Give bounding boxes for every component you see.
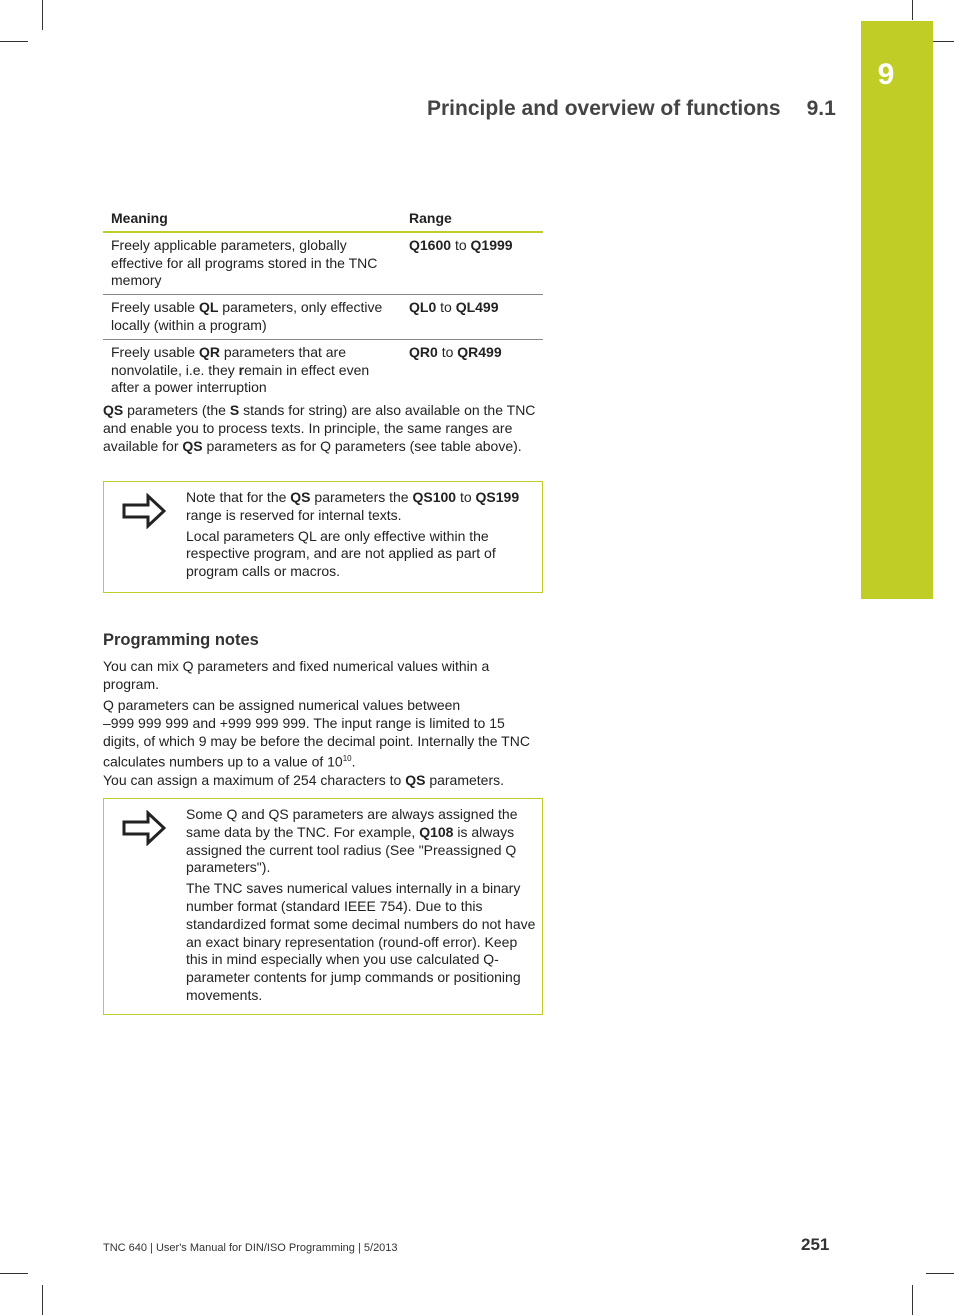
note-paragraph [186, 489, 536, 525]
crop-mark [42, 0, 43, 30]
note-box [103, 798, 543, 1015]
text-bold: QS [182, 437, 203, 454]
chapter-tab [861, 21, 933, 599]
note-box [103, 481, 543, 593]
range-to: to [440, 299, 452, 316]
paragraph [103, 697, 543, 772]
crop-mark [0, 41, 28, 42]
header-title: Principle and overview of functions [427, 97, 781, 120]
text-bold: QR [198, 343, 220, 360]
table-row [103, 232, 543, 295]
text: Freely usable [111, 299, 199, 316]
range-end: QL499 [455, 299, 499, 316]
text: Q parameters can be assigned numerical values between [103, 697, 461, 713]
range-end: Q1999 [470, 236, 513, 253]
text-bold: QS199 [475, 489, 520, 505]
text-bold: r [238, 361, 245, 378]
text: parameters. [425, 772, 505, 788]
text-bold: QS [103, 402, 124, 418]
arrow-right-icon [122, 810, 166, 846]
text: You can assign a maximum of 254 characters to [103, 772, 406, 788]
text: . [351, 754, 356, 771]
cell-meaning [103, 295, 401, 340]
note-paragraph: The TNC saves numerical values internally in a binary number format (standard IEEE 754). Due to this standardized format some decimal numbers do not have an exact binary representation (round-off error). Keep this in mind especially when you use calculated Q-parameter contents for jump commands or positioning movements. [186, 880, 536, 1003]
range-from: Q1600 [409, 236, 452, 253]
qs-paragraph [103, 402, 543, 455]
cell-meaning: Freely applicable parameters, globally effective for all programs stored in the TNC memory [103, 232, 401, 295]
paragraph: You can mix Q parameters and fixed numerical values within a program. [103, 658, 490, 692]
text-bold: QS [405, 772, 426, 788]
cell-range [401, 232, 543, 295]
range-end: QR499 [457, 343, 502, 360]
range-to: to [454, 236, 467, 253]
table-row [103, 295, 543, 340]
note-text [186, 806, 536, 1005]
note-text [186, 489, 536, 581]
crop-mark [42, 1285, 43, 1315]
text: Note that for the [186, 489, 291, 505]
text: parameters the [310, 489, 413, 505]
range-from: QL0 [409, 299, 437, 316]
section-heading: Programming notes [103, 631, 259, 649]
range-to: to [441, 343, 454, 360]
header-section: 9.1 [806, 97, 836, 120]
crop-mark [912, 1285, 913, 1315]
text-bold: S [229, 402, 240, 418]
cell-range [401, 295, 543, 340]
arrow-right-icon [122, 493, 166, 529]
crop-mark [0, 1273, 28, 1274]
parameter-table [103, 206, 543, 401]
crop-mark [912, 0, 913, 20]
text: is always assigned the current tool radius (See "Preassigned Q parameters"). [186, 823, 517, 876]
text: parameters, only effective locally (within a program) [111, 299, 383, 333]
page-header [427, 97, 836, 121]
note-paragraph [186, 806, 536, 877]
column-header-meaning: Meaning [103, 206, 401, 232]
chapter-number: 9 [877, 58, 895, 91]
text: Freely usable [111, 343, 199, 360]
cell-meaning [103, 339, 401, 401]
superscript: 10 [342, 754, 352, 764]
text: parameters that are nonvolatile, i.e. they [111, 343, 346, 378]
text-bold: QL [198, 299, 219, 316]
table-header-row [103, 206, 543, 232]
page-number: 251 [801, 1235, 830, 1254]
footer-text: TNC 640 | User's Manual for DIN/ISO Programming | 5/2013 [103, 1242, 398, 1254]
paragraph [103, 772, 543, 790]
table-row [103, 339, 543, 401]
cell-range [401, 339, 543, 401]
text-bold: Q108 [419, 823, 454, 840]
crop-mark [926, 1273, 954, 1274]
text: emain in effect even after a power interruption [111, 361, 370, 396]
text-bold: QS [290, 489, 311, 505]
text: range is reserved for internal texts. [186, 506, 402, 523]
note-paragraph: Local parameters QL are only effective within the respective program, and are not applied as part of program calls or macros. [186, 527, 496, 580]
column-header-range: Range [401, 206, 543, 232]
text-bold: QS100 [412, 489, 457, 505]
text: Some Q and QS parameters are always assigned the same data by the TNC. For example, [186, 806, 518, 840]
text: –999 999 999 and +999 999 999. The input range is limited to 15 digits, of which 9 may be before the decimal point. Internally the TNC calculates numbers up to a value of 10 [103, 714, 530, 771]
text: parameters as for Q parameters (see table above). [202, 437, 522, 454]
text: to [456, 489, 476, 505]
text: stands for string) are also available on the TNC and enable you to process texts. In principle, the same ranges are available for [103, 402, 536, 454]
text: parameters (the [123, 402, 230, 418]
range-from: QR0 [409, 343, 438, 360]
